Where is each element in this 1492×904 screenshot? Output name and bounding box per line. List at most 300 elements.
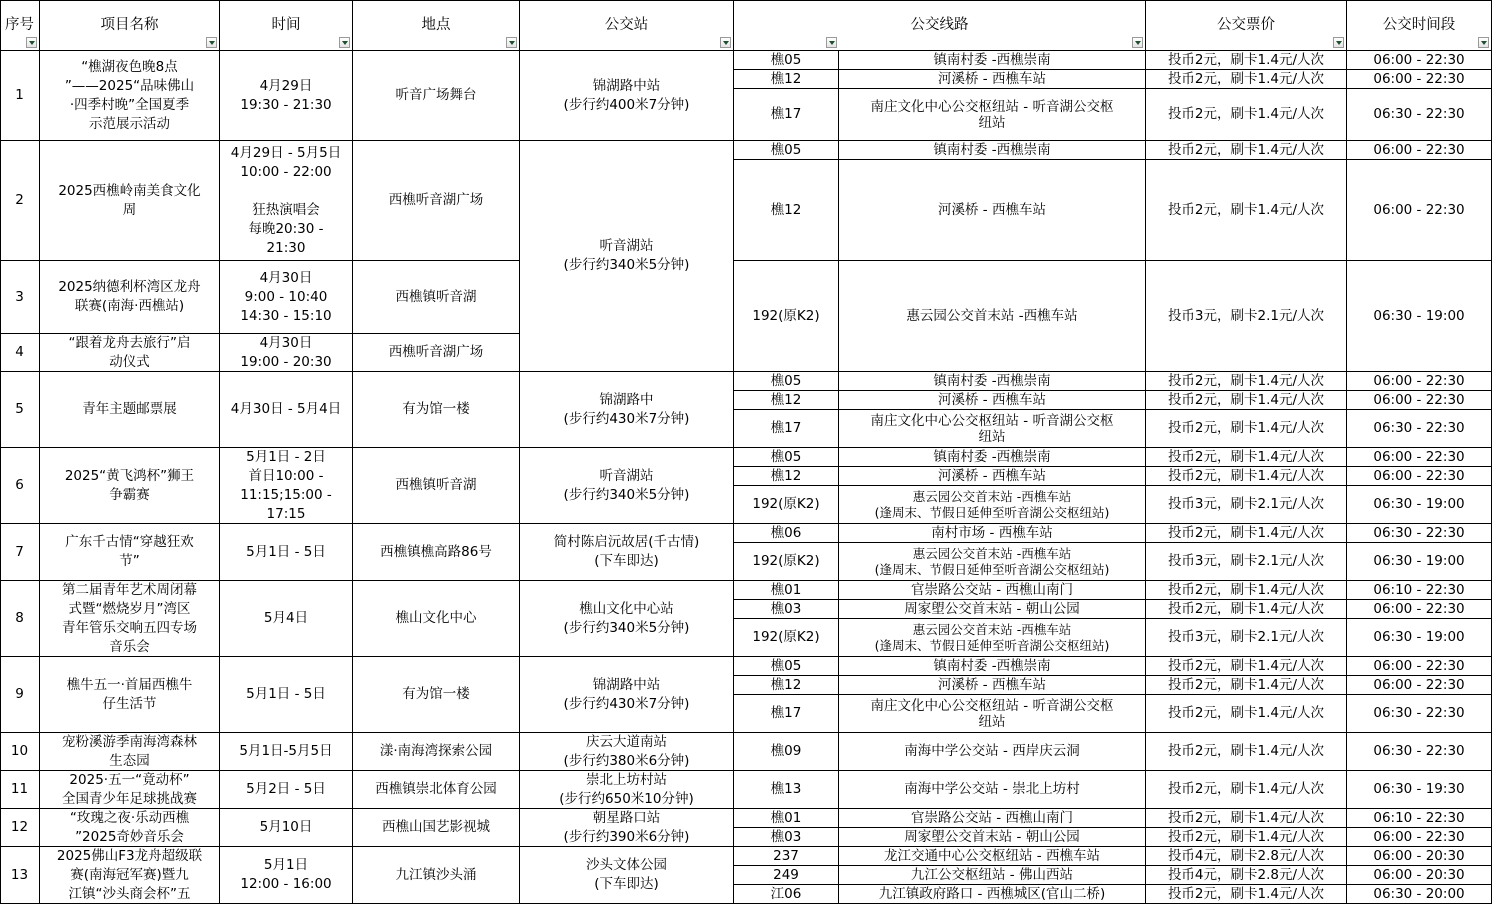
bus-route[interactable] [839, 866, 1146, 885]
bus-line-number-text: 樵01 [770, 810, 802, 826]
event-time[interactable] [220, 733, 353, 771]
bus-hours[interactable] [1347, 600, 1492, 619]
bus-line-number-text: 樵13 [770, 781, 802, 797]
row-number[interactable] [0, 334, 40, 372]
bus-hours[interactable] [1347, 657, 1492, 676]
event-place[interactable] [353, 261, 520, 334]
row-number-text: 10 [10, 743, 29, 759]
bus-hours[interactable] [1347, 733, 1492, 771]
bus-hours-text: 06:00 - 20:30 [1373, 867, 1465, 883]
filter-dropdown-icon[interactable] [1333, 37, 1344, 48]
bus-hours-text: 06:30 - 22:30 [1373, 420, 1465, 436]
event-place[interactable] [353, 733, 520, 771]
bus-stop[interactable] [520, 809, 734, 847]
project-name[interactable] [40, 261, 220, 334]
bus-line-number-text: 樵12 [770, 392, 802, 408]
bus-line-number-text: 192(原K2) [752, 307, 820, 324]
bus-route-text: 周家塱公交首末站 - 朝山公园 [904, 601, 1080, 617]
event-place[interactable] [353, 334, 520, 372]
event-time[interactable] [220, 334, 353, 372]
bus-fare-text: 投币2元，刷卡1.4元/人次 [1167, 420, 1325, 436]
bus-fare[interactable] [1146, 676, 1347, 695]
bus-line-number-text: 樵05 [770, 373, 802, 389]
bus-route[interactable] [839, 543, 1146, 581]
bus-route[interactable] [839, 89, 1146, 141]
event-place[interactable] [353, 51, 520, 141]
bus-hours[interactable] [1347, 467, 1492, 486]
event-place-text: 西樵镇樵高路86号 [380, 543, 492, 560]
bus-fare[interactable] [1146, 543, 1347, 581]
bus-stop[interactable] [520, 524, 734, 581]
bus-line-number-text: 249 [773, 867, 799, 883]
bus-fare[interactable] [1146, 391, 1347, 410]
bus-route-text: 镇南村委 -西樵崇南 [933, 449, 1051, 465]
row-number[interactable] [0, 524, 40, 581]
header-index-text: 序号 [5, 16, 34, 33]
bus-fare[interactable] [1146, 600, 1347, 619]
event-place-text: 听音广场舞台 [395, 87, 477, 103]
filter-dropdown-icon[interactable] [339, 37, 350, 48]
bus-fare[interactable] [1146, 866, 1347, 885]
bus-line-number[interactable] [734, 885, 839, 904]
row-number-text: 2 [15, 192, 24, 208]
bus-fare[interactable] [1146, 410, 1347, 448]
bus-fare-text: 投币2元，刷卡1.4元/人次 [1167, 658, 1325, 674]
row-number-text: 11 [10, 781, 29, 797]
bus-line-number-text: 樵05 [770, 658, 802, 674]
event-time[interactable] [220, 771, 353, 809]
bus-route-text: 南庄文化中心公交枢纽站 - 听音湖公交枢 纽站 [870, 697, 1114, 730]
bus-line-number-text: 樵01 [770, 582, 802, 598]
event-place-text: 西樵听音湖广场 [388, 192, 484, 208]
bus-route[interactable] [839, 372, 1146, 391]
project-name-text: “跟着龙舟去旅行”启 动仪式 [68, 334, 191, 370]
bus-line-number[interactable] [734, 657, 839, 676]
bus-hours[interactable] [1347, 51, 1492, 70]
bus-hours[interactable] [1347, 261, 1492, 372]
event-time[interactable] [220, 847, 353, 904]
bus-line-number[interactable] [734, 600, 839, 619]
bus-line-number[interactable] [734, 51, 839, 70]
event-place[interactable] [353, 524, 520, 581]
event-time-text: 5月1日-5月5日 [239, 743, 333, 759]
bus-fare[interactable] [1146, 51, 1347, 70]
bus-fare-text: 投币2元，刷卡1.4元/人次 [1167, 52, 1325, 68]
event-time-text: 5月1日 - 5日 [246, 686, 326, 702]
row-number[interactable] [0, 809, 40, 847]
event-place-text: 西樵镇崇北体育公园 [375, 781, 497, 797]
bus-line-number[interactable] [734, 372, 839, 391]
event-place[interactable] [353, 847, 520, 904]
project-name[interactable] [40, 141, 220, 261]
bus-route[interactable] [839, 809, 1146, 828]
bus-stop-text: 朝星路口站 (步行约390米6分钟) [563, 809, 690, 845]
row-number-text: 4 [15, 344, 24, 360]
bus-hours-text: 06:30 - 22:30 [1373, 705, 1465, 721]
bus-route[interactable] [839, 657, 1146, 676]
bus-route[interactable] [839, 828, 1146, 847]
bus-hours-text: 06:00 - 22:30 [1373, 677, 1465, 693]
bus-hours[interactable] [1347, 885, 1492, 904]
bus-route[interactable] [839, 600, 1146, 619]
header-index[interactable] [0, 0, 40, 51]
bus-route[interactable] [839, 391, 1146, 410]
bus-route[interactable] [839, 70, 1146, 89]
event-time-text: 4月30日 9:00 - 10:40 14:30 - 15:10 [240, 269, 332, 324]
header-bus-stop-text: 公交站 [604, 16, 649, 33]
bus-route[interactable] [839, 695, 1146, 733]
row-number[interactable] [0, 141, 40, 261]
bus-route[interactable] [839, 524, 1146, 543]
project-name-text: 广东千古情“穿越狂欢 节” [65, 534, 194, 569]
bus-fare[interactable] [1146, 695, 1347, 733]
bus-line-number[interactable] [734, 410, 839, 448]
bus-line-number[interactable] [734, 676, 839, 695]
bus-hours-text: 06:00 - 22:30 [1373, 52, 1465, 68]
bus-route[interactable] [839, 448, 1146, 467]
bus-line-number[interactable] [734, 467, 839, 486]
bus-stop[interactable] [520, 733, 734, 771]
filter-dropdown-icon[interactable] [1132, 37, 1143, 48]
bus-hours-text: 06:30 - 19:00 [1373, 629, 1465, 645]
filter-dropdown-icon[interactable] [1478, 37, 1489, 48]
event-time-text: 5月1日 - 2日 首日10:00 - 11:15;15:00 - 17:15 [240, 448, 332, 522]
event-place[interactable] [353, 372, 520, 448]
bus-line-number[interactable] [734, 828, 839, 847]
bus-hours[interactable] [1347, 70, 1492, 89]
bus-hours-text: 06:00 - 22:30 [1373, 468, 1465, 484]
bus-stop[interactable] [520, 141, 734, 372]
bus-route[interactable] [839, 261, 1146, 372]
bus-route[interactable] [839, 771, 1146, 809]
bus-fare[interactable] [1146, 581, 1347, 600]
bus-fare[interactable] [1146, 771, 1347, 809]
event-place-text: 西樵听音湖广场 [388, 344, 484, 360]
bus-line-number[interactable] [734, 160, 839, 261]
bus-hours[interactable] [1347, 391, 1492, 410]
bus-line-number-text: 樵05 [770, 142, 802, 158]
bus-route-text: 河溪桥 - 西樵车站 [938, 392, 1046, 408]
row-number[interactable] [0, 448, 40, 524]
bus-stop[interactable] [520, 581, 734, 657]
bus-route-text: 龙江交通中心公交枢纽站 - 西樵车站 [884, 848, 1100, 864]
bus-fare[interactable] [1146, 70, 1347, 89]
bus-hours-text: 06:00 - 22:30 [1373, 829, 1465, 845]
bus-hours[interactable] [1347, 676, 1492, 695]
bus-hours[interactable] [1347, 524, 1492, 543]
header-place[interactable] [353, 0, 520, 51]
bus-hours[interactable] [1347, 372, 1492, 391]
bus-fare-text: 投币2元，刷卡1.4元/人次 [1167, 677, 1325, 693]
bus-line-number[interactable] [734, 89, 839, 141]
bus-hours[interactable] [1347, 89, 1492, 141]
bus-hours[interactable] [1347, 448, 1492, 467]
bus-hours[interactable] [1347, 847, 1492, 866]
bus-fare[interactable] [1146, 89, 1347, 141]
bus-route[interactable] [839, 51, 1146, 70]
row-number-text: 8 [15, 610, 24, 626]
row-number[interactable] [0, 372, 40, 448]
event-time-text: 5月4日 [263, 610, 309, 626]
header-bus-fare[interactable] [1146, 0, 1347, 51]
bus-fare-text: 投币2元，刷卡1.4元/人次 [1167, 106, 1325, 122]
bus-line-number-text: 樵03 [770, 829, 802, 845]
bus-hours-text: 06:30 - 19:00 [1373, 553, 1465, 569]
event-time[interactable] [220, 524, 353, 581]
row-number-text: 9 [15, 686, 24, 702]
bus-line-number[interactable] [734, 581, 839, 600]
filter-dropdown-icon[interactable] [826, 37, 837, 48]
bus-route-text: 南庄文化中心公交枢纽站 - 听音湖公交枢 纽站 [870, 412, 1114, 445]
project-name[interactable] [40, 733, 220, 771]
bus-route-text: 官崇路公交站 - 西樵山南门 [911, 582, 1073, 598]
bus-route[interactable] [839, 141, 1146, 160]
project-name[interactable] [40, 847, 220, 904]
bus-route[interactable] [839, 410, 1146, 448]
bus-fare[interactable] [1146, 372, 1347, 391]
bus-hours-text: 06:10 - 22:30 [1373, 582, 1465, 598]
bus-fare-text: 投币2元，刷卡1.4元/人次 [1167, 142, 1325, 158]
event-time-text: 4月30日 - 5月4日 [230, 401, 342, 417]
bus-line-number[interactable] [734, 619, 839, 657]
event-time[interactable] [220, 141, 353, 261]
bus-fare[interactable] [1146, 828, 1347, 847]
project-name-text: 2025纳德利杯湾区龙舟 联赛(南海·西樵站) [58, 279, 201, 314]
project-name-text: 樵牛五一·首届西樵牛 仔生活节 [66, 676, 193, 712]
event-time[interactable] [220, 581, 353, 657]
event-time[interactable] [220, 372, 353, 448]
bus-line-number[interactable] [734, 486, 839, 524]
bus-hours[interactable] [1347, 619, 1492, 657]
bus-fare[interactable] [1146, 467, 1347, 486]
bus-route[interactable] [839, 733, 1146, 771]
header-bus-stop[interactable] [520, 0, 734, 51]
bus-line-number[interactable] [734, 391, 839, 410]
bus-hours[interactable] [1347, 866, 1492, 885]
project-name-text: 宠粉溪游季南海湾森林 生态园 [62, 733, 197, 769]
bus-hours[interactable] [1347, 695, 1492, 733]
header-bus-route[interactable] [734, 0, 1146, 51]
bus-route[interactable] [839, 885, 1146, 904]
bus-stop-text: 锦湖路中 (步行约430米7分钟) [563, 391, 690, 427]
bus-stop[interactable] [520, 372, 734, 448]
bus-fare[interactable] [1146, 657, 1347, 676]
bus-route[interactable] [839, 619, 1146, 657]
bus-hours-text: 06:00 - 22:30 [1373, 71, 1465, 87]
bus-hours[interactable] [1347, 581, 1492, 600]
bus-route[interactable] [839, 486, 1146, 524]
bus-stop-text: 听音湖站 (步行约340米5分钟) [563, 467, 690, 503]
bus-hours-text: 06:30 - 19:00 [1373, 496, 1465, 512]
bus-fare[interactable] [1146, 733, 1347, 771]
bus-stop-text: 崇北上坊村站 (步行约650米10分钟) [559, 771, 694, 807]
bus-hours[interactable] [1347, 809, 1492, 828]
bus-line-number[interactable] [734, 866, 839, 885]
event-time[interactable] [220, 448, 353, 524]
row-number[interactable] [0, 51, 40, 141]
project-name-text: 2025·五一“竟动杯” 全国青少年足球挑战赛 [62, 771, 197, 807]
bus-line-number[interactable] [734, 771, 839, 809]
bus-route-text: 南海中学公交站 - 西岸庆云洞 [904, 743, 1080, 759]
event-place[interactable] [353, 448, 520, 524]
bus-fare-text: 投币2元，刷卡1.4元/人次 [1167, 601, 1325, 617]
bus-route-text: 官崇路公交站 - 西樵山南门 [911, 810, 1073, 826]
bus-fare[interactable] [1146, 141, 1347, 160]
bus-stop[interactable] [520, 771, 734, 809]
event-place[interactable] [353, 809, 520, 847]
header-project-name[interactable] [40, 0, 220, 51]
bus-fare-text: 投币2元，刷卡1.4元/人次 [1167, 201, 1325, 218]
bus-fare[interactable] [1146, 160, 1347, 261]
project-name[interactable] [40, 448, 220, 524]
project-name[interactable] [40, 524, 220, 581]
bus-fare-text: 投币4元，刷卡2.8元/人次 [1167, 848, 1325, 864]
bus-hours-text: 06:30 - 22:30 [1373, 106, 1465, 122]
bus-fare[interactable] [1146, 448, 1347, 467]
bus-line-number[interactable] [734, 733, 839, 771]
row-number[interactable] [0, 847, 40, 904]
filter-dropdown-icon[interactable] [720, 37, 731, 48]
bus-line-number-text: 樵17 [770, 420, 802, 436]
bus-line-number[interactable] [734, 261, 839, 372]
event-place[interactable] [353, 141, 520, 261]
event-time[interactable] [220, 51, 353, 141]
bus-route-text: 镇南村委 -西樵崇南 [933, 373, 1051, 389]
bus-hours-text: 06:30 - 20:00 [1373, 886, 1465, 902]
bus-line-number[interactable] [734, 543, 839, 581]
bus-fare[interactable] [1146, 619, 1347, 657]
bus-route[interactable] [839, 467, 1146, 486]
bus-fare[interactable] [1146, 261, 1347, 372]
bus-fare-text: 投币2元，刷卡1.4元/人次 [1167, 373, 1325, 389]
bus-fare-text: 投币2元，刷卡1.4元/人次 [1167, 71, 1325, 87]
filter-dropdown-icon[interactable] [26, 37, 37, 48]
bus-line-number[interactable] [734, 695, 839, 733]
event-place-text: 樵山文化中心 [395, 610, 477, 626]
bus-hours[interactable] [1347, 160, 1492, 261]
bus-route-text: 河溪桥 - 西樵车站 [938, 677, 1046, 693]
row-number-text: 3 [15, 288, 24, 305]
bus-hours[interactable] [1347, 486, 1492, 524]
row-number[interactable] [0, 657, 40, 733]
bus-hours-text: 06:30 - 19:00 [1373, 307, 1465, 324]
bus-stop[interactable] [520, 657, 734, 733]
event-place-text: 漾·南海湾探索公园 [379, 743, 493, 759]
bus-line-number[interactable] [734, 70, 839, 89]
bus-route[interactable] [839, 160, 1146, 261]
bus-route-text: 河溪桥 - 西樵车站 [938, 201, 1046, 218]
project-name[interactable] [40, 809, 220, 847]
row-number-text: 12 [10, 819, 29, 835]
header-time[interactable] [220, 0, 353, 51]
bus-fare-text: 投币2元，刷卡1.4元/人次 [1167, 468, 1325, 484]
event-time-text: 5月2日 - 5日 [246, 781, 326, 797]
bus-route-text: 周家塱公交首末站 - 朝山公园 [904, 829, 1080, 845]
bus-route-text: 九江镇政府路口 - 西樵城区(官山二桥) [878, 886, 1106, 902]
bus-hours-text: 06:00 - 22:30 [1373, 201, 1465, 218]
bus-hours[interactable] [1347, 771, 1492, 809]
bus-fare[interactable] [1146, 486, 1347, 524]
bus-hours-text: 06:00 - 20:30 [1373, 848, 1465, 864]
bus-fare-text: 投币2元，刷卡1.4元/人次 [1167, 829, 1325, 845]
bus-stop-text: 庆云大道南站 (步行约380米6分钟) [563, 733, 690, 769]
project-name[interactable] [40, 657, 220, 733]
row-number[interactable] [0, 771, 40, 809]
row-number[interactable] [0, 261, 40, 334]
bus-line-number-text: 樵12 [770, 201, 802, 218]
bus-route[interactable] [839, 847, 1146, 866]
bus-hours-text: 06:30 - 19:30 [1373, 781, 1465, 797]
bus-hours-text: 06:00 - 22:30 [1373, 142, 1465, 158]
project-name[interactable] [40, 771, 220, 809]
bus-route[interactable] [839, 676, 1146, 695]
bus-fare[interactable] [1146, 524, 1347, 543]
bus-fare[interactable] [1146, 885, 1347, 904]
bus-line-number-text: 237 [773, 848, 799, 864]
bus-stop[interactable] [520, 448, 734, 524]
event-time[interactable] [220, 261, 353, 334]
bus-fare-text: 投币2元，刷卡1.4元/人次 [1167, 781, 1325, 797]
bus-hours[interactable] [1347, 543, 1492, 581]
bus-fare[interactable] [1146, 847, 1347, 866]
bus-hours-text: 06:30 - 22:30 [1373, 743, 1465, 759]
bus-line-number-text: 192(原K2) [752, 553, 820, 569]
bus-route[interactable] [839, 581, 1146, 600]
bus-stop-text: 锦湖路中站 (步行约400米7分钟) [563, 77, 690, 113]
event-place[interactable] [353, 657, 520, 733]
bus-fare[interactable] [1146, 809, 1347, 828]
event-place[interactable] [353, 581, 520, 657]
event-place[interactable] [353, 771, 520, 809]
project-name[interactable] [40, 334, 220, 372]
bus-line-number-text: 樵05 [770, 52, 802, 68]
bus-hours[interactable] [1347, 828, 1492, 847]
filter-dropdown-icon[interactable] [206, 37, 217, 48]
bus-fare-text: 投币2元，刷卡1.4元/人次 [1167, 743, 1325, 759]
bus-line-number[interactable] [734, 847, 839, 866]
event-time[interactable] [220, 657, 353, 733]
bus-stop-text: 听音湖站 (步行约340米5分钟) [563, 238, 690, 273]
event-time[interactable] [220, 809, 353, 847]
project-name[interactable] [40, 372, 220, 448]
bus-line-number[interactable] [734, 141, 839, 160]
bus-fare-text: 投币3元，刷卡2.1元/人次 [1167, 553, 1325, 569]
filter-dropdown-icon[interactable] [506, 37, 517, 48]
bus-stop[interactable] [520, 847, 734, 904]
project-name-text: 2025“黄飞鸿杯”狮王 争霸赛 [64, 467, 195, 503]
bus-hours[interactable] [1347, 410, 1492, 448]
bus-route-text: 镇南村委 -西樵崇南 [933, 52, 1051, 68]
bus-line-number[interactable] [734, 448, 839, 467]
bus-line-number-text: 樵05 [770, 449, 802, 465]
bus-line-number[interactable] [734, 809, 839, 828]
project-name-text: “玫瑰之夜·乐动西樵 ”2025奇妙音乐会 [69, 809, 190, 845]
header-bus-hours[interactable] [1347, 0, 1492, 51]
row-number[interactable] [0, 733, 40, 771]
bus-hours[interactable] [1347, 141, 1492, 160]
bus-route-text: 九江公交枢纽站 - 佛山西站 [911, 867, 1073, 883]
project-name-text: 2025佛山F3龙舟超级联 赛(南海冠军赛)暨九 江镇“沙头商会杯”五 [56, 847, 203, 902]
bus-line-number-text: 樵12 [770, 71, 802, 87]
event-time-text: 4月30日 19:00 - 20:30 [240, 334, 332, 370]
event-time-text: 5月1日 12:00 - 16:00 [240, 857, 332, 892]
row-number[interactable] [0, 581, 40, 657]
project-name[interactable] [40, 51, 220, 141]
project-name[interactable] [40, 581, 220, 657]
bus-line-number[interactable] [734, 524, 839, 543]
bus-stop[interactable] [520, 51, 734, 141]
bus-fare-text: 投币2元，刷卡1.4元/人次 [1167, 392, 1325, 408]
